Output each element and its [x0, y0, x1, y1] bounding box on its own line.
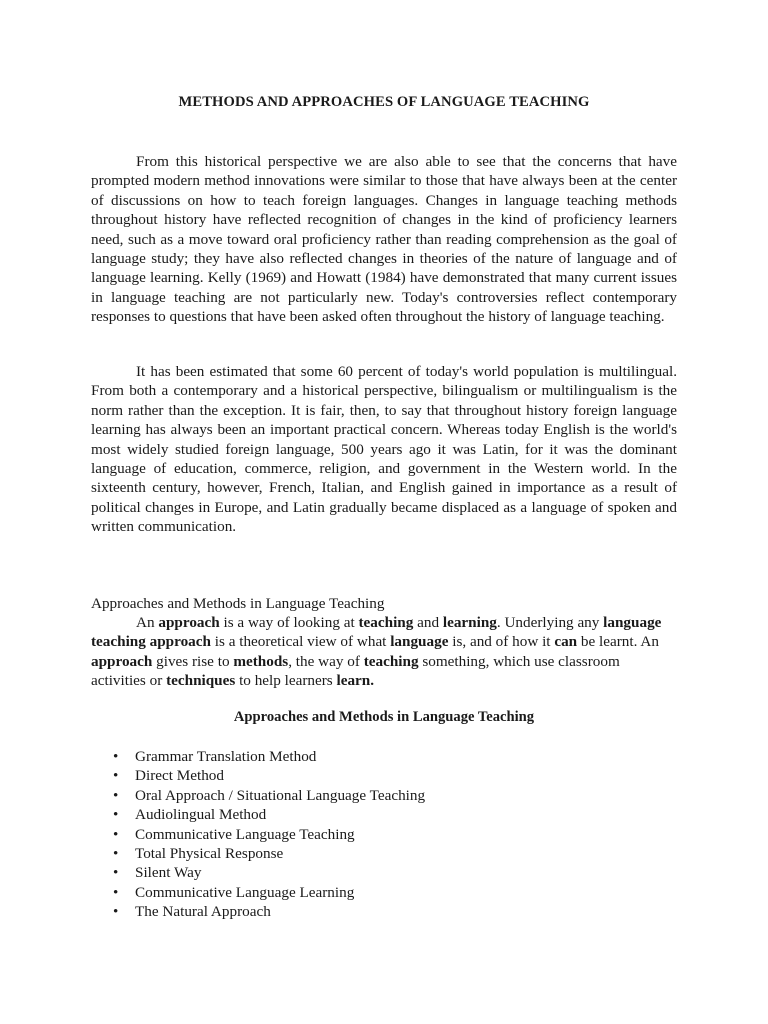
text-run: be learnt. An [577, 633, 659, 651]
bullet-icon: • [113, 864, 119, 882]
bullet-icon: • [113, 903, 119, 921]
text-run: is a way of looking at [219, 614, 359, 631]
text-run: something, which use classroom activities or [91, 652, 620, 690]
methods-subheading: Approaches and Methods in Language Teaching [233, 709, 535, 725]
text-run: is a theoretical view of what [210, 633, 391, 651]
text-run: , the way of [288, 652, 364, 670]
method-name: Oral Approach / Situational Language Teaching [135, 786, 426, 804]
methods-list [113, 747, 425, 922]
method-name: Grammar Translation Method [135, 748, 317, 765]
bold-term: methods [233, 652, 289, 670]
bold-term: teaching [358, 614, 414, 631]
text-run: and [413, 614, 443, 631]
method-name: Communicative Language Learning [135, 883, 355, 901]
list-item [113, 766, 425, 785]
bullet-icon: • [113, 883, 119, 901]
text-run: is, and of how it [448, 633, 555, 651]
method-name: Silent Way [135, 864, 202, 882]
method-name: Communicative Language Teaching [135, 825, 355, 843]
bold-term: learning [442, 614, 497, 631]
paragraph-multilingualism: It has been estimated that some 60 percent of today's world population is multilingual. From both a contemporary and a historical perspective, bilingualism or multilingualism is the norm rather than the exception. It is fair, then, to say that throughout history foreign language learning has always been an important practical concern. Whereas today English is the world's most widely studied foreign language, 500 years ago it was Latin, for it was the dominant language of education, commerce, religion, and government in the Western world. In the sixteenth century, however, French, Italian, and English gained in importance as a result of political changes in Europe, and Latin gradually became displaced as a language of spoken and written communication. [91, 363, 677, 536]
list-item [113, 805, 425, 824]
list-item [113, 786, 425, 805]
paragraph-historical-perspective: From this historical perspective we are also able to see that the concerns that have prompted modern method innovations were similar to those that have always been at the center of discussions on how to teach foreign languages. Changes in language teaching methods throughout history have reflected recognition of changes in the kind of proficiency learners need, such as a move toward oral proficiency rather than reading comprehension as the goal of language study; they have also reflected changes in theories of the nature of language and of language learning. Kelly (1969) and Howatt (1984) have demonstrated that many current issues in language teaching are not particularly new. Today's controversies reflect contemporary responses to questions that have been asked often throughout the history of language teaching. [91, 153, 677, 326]
list-item [113, 844, 425, 863]
bullet-icon: • [113, 786, 119, 804]
bullet-icon: • [113, 806, 119, 824]
list-item [113, 747, 425, 766]
text-run: gives rise to [152, 652, 234, 670]
list-item [113, 902, 425, 921]
list-item [113, 863, 425, 882]
text-run: . Underlying any [496, 614, 604, 631]
bold-term: techniques [166, 672, 236, 690]
list-item [113, 825, 425, 844]
bullet-icon: • [113, 767, 119, 785]
bullet-icon: • [113, 825, 119, 843]
bold-term: approach [158, 614, 220, 631]
method-name: Audiolingual Method [135, 806, 267, 824]
approach-definition-paragraph [91, 613, 677, 691]
list-item [113, 883, 425, 902]
bold-term: approach [91, 652, 153, 670]
bold-term: language teaching approach [91, 614, 662, 651]
document-title: METHODS AND APPROACHES OF LANGUAGE TEACHING [178, 94, 590, 110]
method-name: Direct Method [135, 767, 224, 785]
bullet-icon: • [113, 845, 119, 863]
text-run: to help learners [235, 672, 337, 690]
bold-term: teaching [363, 652, 419, 670]
section-label: Approaches and Methods in Language Teaching [91, 595, 385, 612]
bullet-icon: • [113, 748, 119, 765]
text-run: An [136, 614, 159, 631]
bold-term: language [390, 633, 449, 651]
bold-term: learn. [336, 672, 375, 690]
bold-term: can [554, 633, 578, 651]
method-name: Total Physical Response [135, 845, 284, 863]
method-name: The Natural Approach [135, 903, 271, 921]
